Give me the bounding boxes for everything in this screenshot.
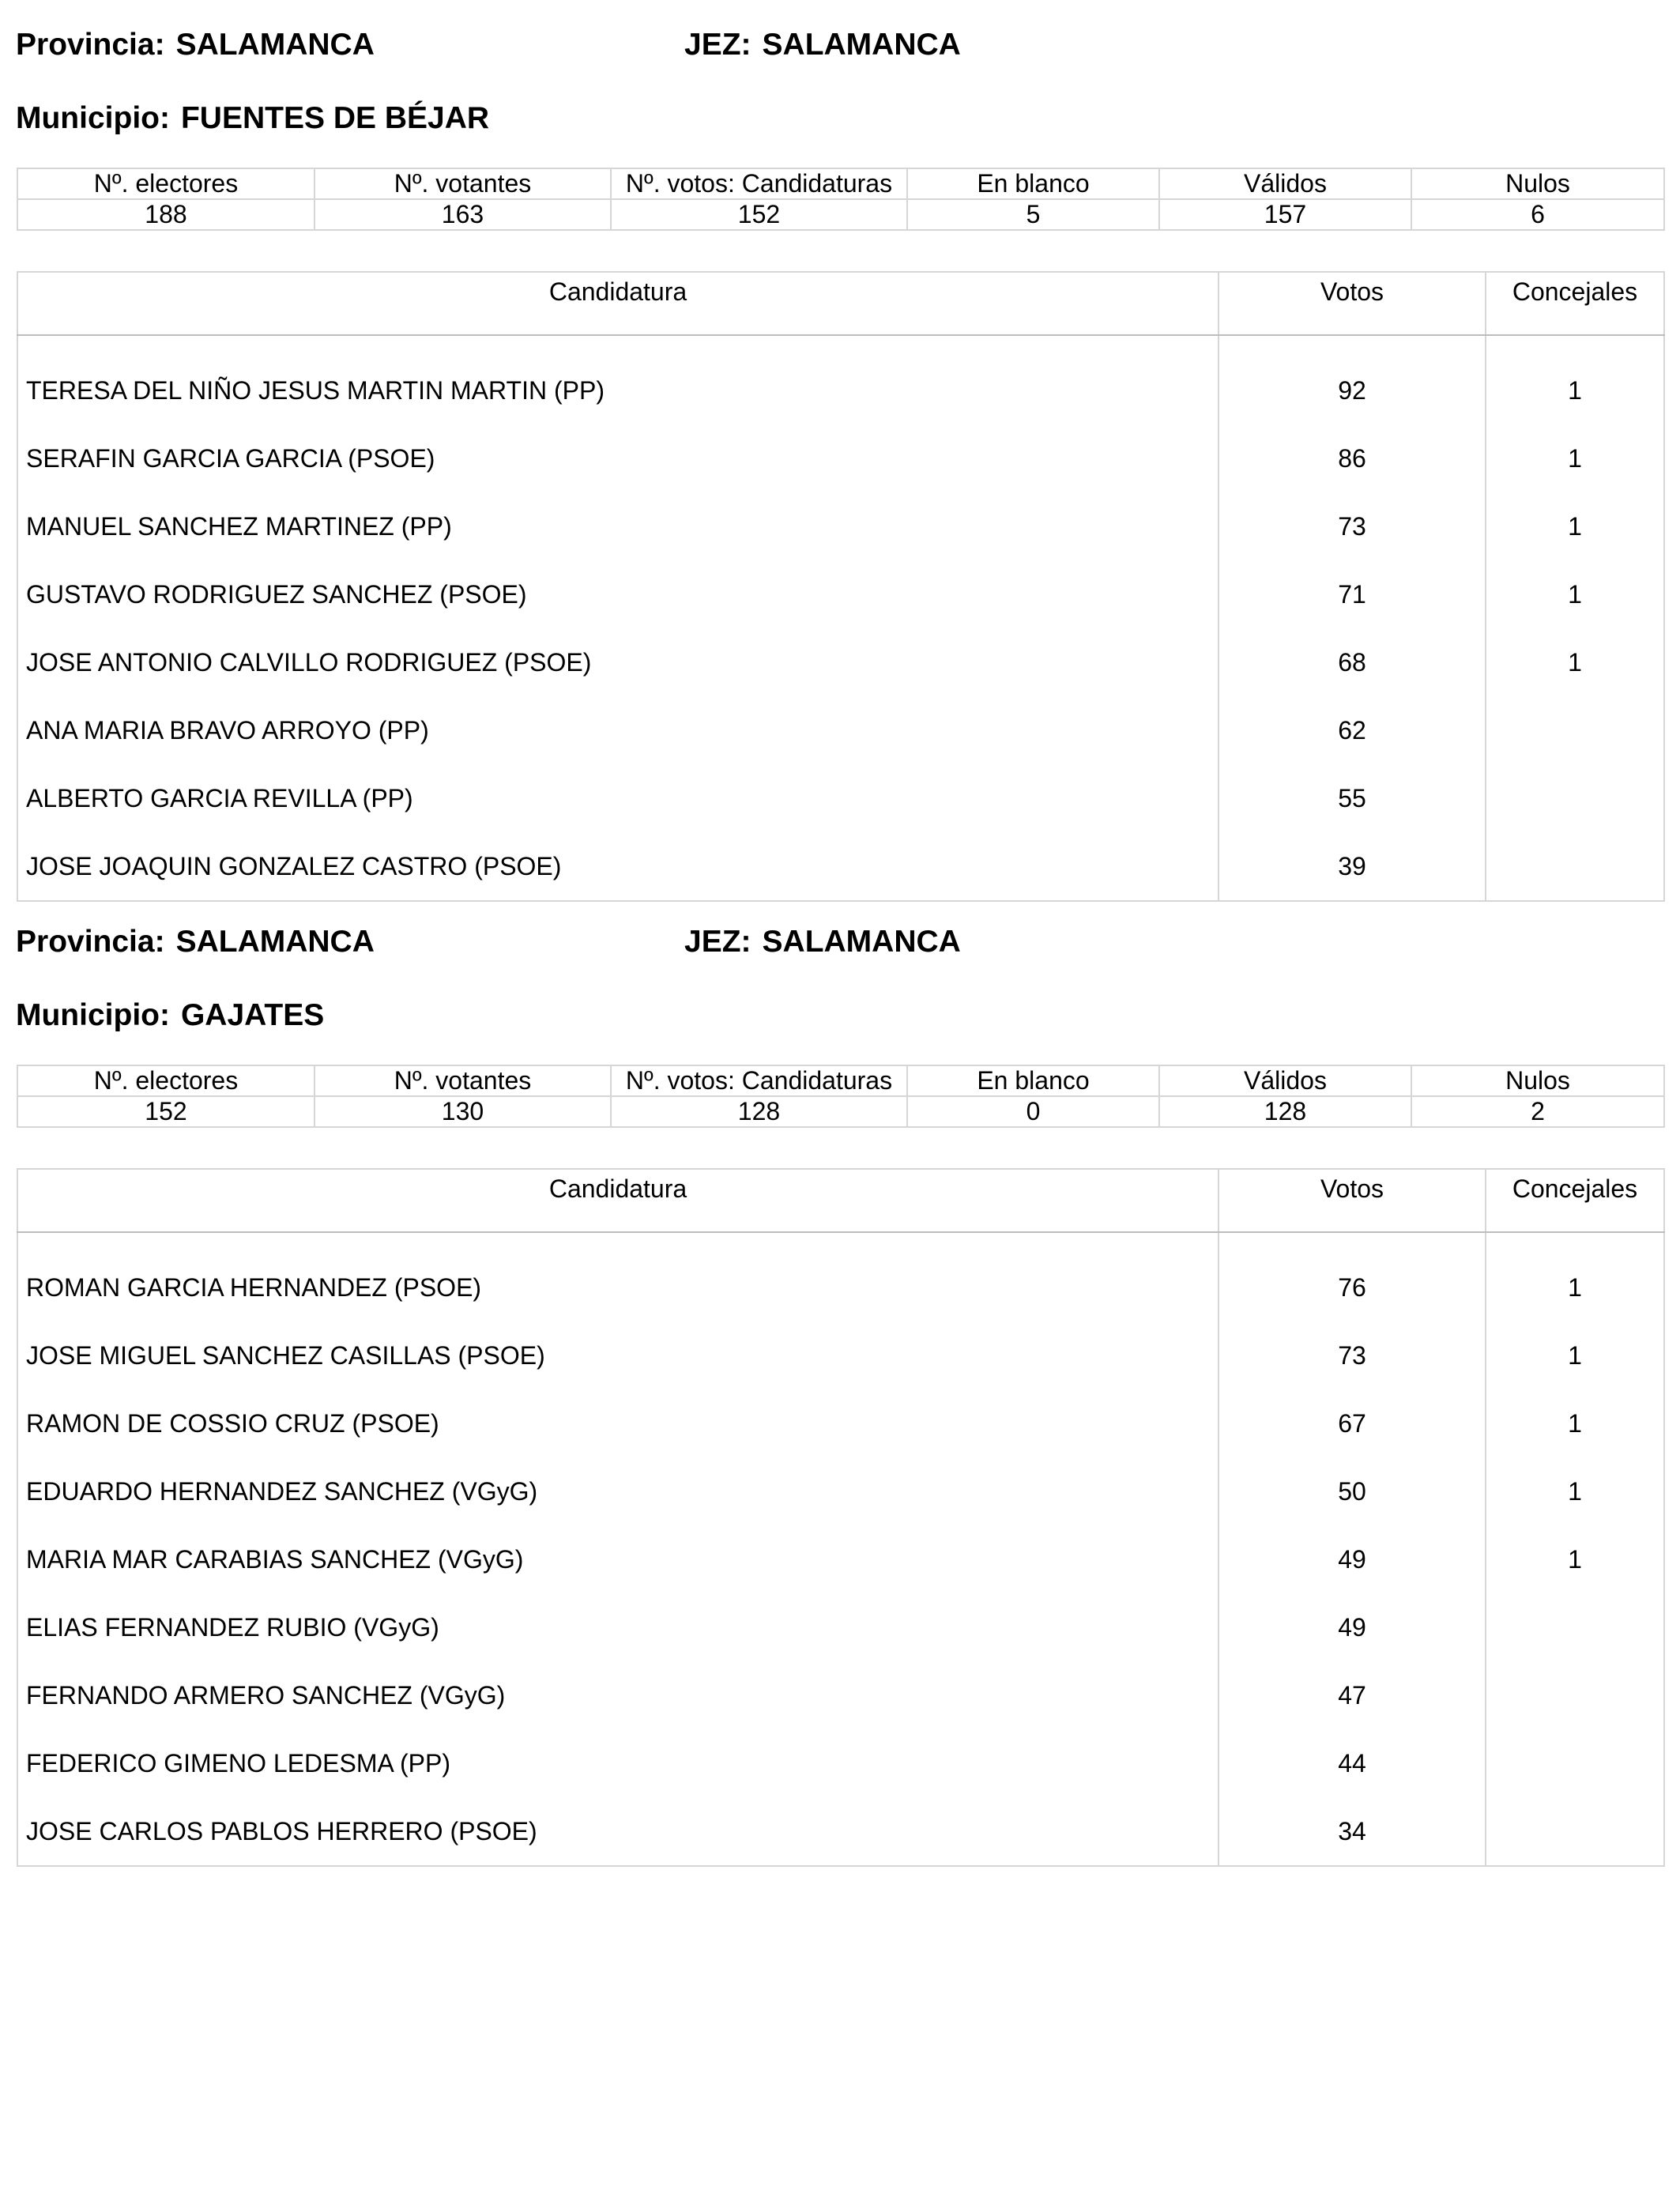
summary-header-cell: Válidos [1159,1065,1411,1096]
table-row [17,1457,1664,1525]
summary-header-cell: Nulos [1411,1065,1664,1096]
spacer-row [17,335,1664,356]
table-row [17,1253,1664,1321]
candidate-concejales [1486,1661,1664,1729]
candidate-concejales [1486,832,1664,901]
candidate-name: JOSE JOAQUIN GONZALEZ CASTRO (PSOE) [17,832,1219,901]
candidates-header-cell: Concejales [1486,272,1664,335]
table-row [17,1389,1664,1457]
spacer-cell [17,1232,1219,1253]
candidate-votes: 44 [1219,1729,1486,1797]
candidate-votes: 34 [1219,1797,1486,1866]
summary-header-cell: En blanco [907,1065,1159,1096]
spacer-cell [1486,335,1664,356]
candidate-votes: 49 [1219,1525,1486,1593]
candidates-header-cell: Candidatura [17,1169,1219,1232]
table-row [17,628,1664,696]
candidate-concejales [1486,1593,1664,1661]
candidate-name: JOSE ANTONIO CALVILLO RODRIGUEZ (PSOE) [17,628,1219,696]
summary-header-cell: Válidos [1159,168,1411,199]
candidate-votes: 71 [1219,560,1486,628]
candidate-votes: 39 [1219,832,1486,901]
summary-value-cell: 157 [1159,199,1411,230]
candidate-votes: 67 [1219,1389,1486,1457]
candidate-name: RAMON DE COSSIO CRUZ (PSOE) [17,1389,1219,1457]
jez-header [684,29,961,60]
summary-header-cell: Nº. votos: Candidaturas [611,168,907,199]
municipio-label: Municipio: [16,998,170,1032]
municipio-header [16,103,489,134]
provincia-header [16,926,375,957]
summary-value-cell: 2 [1411,1096,1664,1127]
table-row [17,696,1664,764]
candidate-name: TERESA DEL NIÑO JESUS MARTIN MARTIN (PP) [17,356,1219,424]
table-row [17,356,1664,424]
summary-value-cell: 152 [17,1096,315,1127]
candidate-concejales: 1 [1486,1321,1664,1389]
candidate-name: SERAFIN GARCIA GARCIA (PSOE) [17,424,1219,492]
candidates-header-cell: Candidatura [17,272,1219,335]
candidate-concejales: 1 [1486,560,1664,628]
spacer-cell [1219,1232,1486,1253]
candidate-name: MANUEL SANCHEZ MARTINEZ (PP) [17,492,1219,560]
summary-header-row [17,1065,1664,1096]
table-row [17,1729,1664,1797]
provincia-value: SALAMANCA [175,28,375,62]
jez-value: SALAMANCA [762,925,961,959]
candidate-name: ELIAS FERNANDEZ RUBIO (VGyG) [17,1593,1219,1661]
candidate-votes: 68 [1219,628,1486,696]
provincia-value: SALAMANCA [175,925,375,959]
summary-header-cell: Nº. electores [17,168,315,199]
summary-value-cell: 128 [1159,1096,1411,1127]
table-row [17,1321,1664,1389]
provincia-header [16,29,375,60]
candidate-concejales: 1 [1486,628,1664,696]
candidate-name: EDUARDO HERNANDEZ SANCHEZ (VGyG) [17,1457,1219,1525]
candidate-concejales: 1 [1486,424,1664,492]
candidate-concejales [1486,1729,1664,1797]
candidate-votes: 86 [1219,424,1486,492]
candidate-name: FEDERICO GIMENO LEDESMA (PP) [17,1729,1219,1797]
spacer-row [17,1232,1664,1253]
table-row [17,492,1664,560]
candidate-name: JOSE MIGUEL SANCHEZ CASILLAS (PSOE) [17,1321,1219,1389]
candidate-name: ANA MARIA BRAVO ARROYO (PP) [17,696,1219,764]
candidate-votes: 50 [1219,1457,1486,1525]
jez-value: SALAMANCA [762,28,961,62]
provincia-label: Provincia: [16,28,165,62]
candidate-concejales: 1 [1486,1253,1664,1321]
municipio-label: Municipio: [16,101,170,135]
candidate-name: FERNANDO ARMERO SANCHEZ (VGyG) [17,1661,1219,1729]
candidates-table [17,1168,1665,1867]
candidate-votes: 49 [1219,1593,1486,1661]
candidate-name: JOSE CARLOS PABLOS HERRERO (PSOE) [17,1797,1219,1866]
candidate-votes: 73 [1219,1321,1486,1389]
candidates-header-row [17,272,1664,335]
candidate-concejales [1486,696,1664,764]
table-row [17,1797,1664,1866]
candidate-name: ROMAN GARCIA HERNANDEZ (PSOE) [17,1253,1219,1321]
summary-table [17,168,1665,231]
spacer-cell [1219,335,1486,356]
candidates-header-cell: Votos [1219,1169,1486,1232]
summary-table [17,1065,1665,1128]
summary-value-row [17,199,1664,230]
table-row [17,1593,1664,1661]
summary-header-cell: Nº. votantes [315,168,611,199]
summary-value-cell: 163 [315,199,611,230]
candidate-votes: 76 [1219,1253,1486,1321]
candidate-concejales: 1 [1486,1525,1664,1593]
table-row [17,424,1664,492]
summary-header-cell: Nº. electores [17,1065,315,1096]
candidates-table [17,271,1665,902]
summary-value-cell: 128 [611,1096,907,1127]
candidate-concejales: 1 [1486,492,1664,560]
candidate-name: MARIA MAR CARABIAS SANCHEZ (VGyG) [17,1525,1219,1593]
summary-header-cell: Nº. votantes [315,1065,611,1096]
summary-value-cell: 5 [907,199,1159,230]
candidate-concejales: 1 [1486,356,1664,424]
table-row [17,560,1664,628]
municipio-value: FUENTES DE BÉJAR [180,101,490,135]
candidate-votes: 62 [1219,696,1486,764]
provincia-label: Provincia: [16,925,165,959]
table-row [17,832,1664,901]
candidate-name: ALBERTO GARCIA REVILLA (PP) [17,764,1219,832]
summary-value-cell: 0 [907,1096,1159,1127]
summary-value-row [17,1096,1664,1127]
candidate-concejales [1486,764,1664,832]
candidate-concejales: 1 [1486,1457,1664,1525]
candidate-votes: 92 [1219,356,1486,424]
summary-value-cell: 130 [315,1096,611,1127]
table-row [17,1661,1664,1729]
candidates-header-cell: Votos [1219,272,1486,335]
candidates-header-row [17,1169,1664,1232]
table-row [17,1525,1664,1593]
jez-header [684,926,961,957]
summary-value-cell: 6 [1411,199,1664,230]
summary-value-cell: 188 [17,199,315,230]
candidate-concejales [1486,1797,1664,1866]
municipio-value: GAJATES [180,998,325,1032]
summary-value-cell: 152 [611,199,907,230]
spacer-cell [17,335,1219,356]
candidate-votes: 73 [1219,492,1486,560]
candidate-votes: 47 [1219,1661,1486,1729]
summary-header-cell: Nulos [1411,168,1664,199]
municipio-header [16,1000,324,1031]
table-row [17,764,1664,832]
candidates-header-cell: Concejales [1486,1169,1664,1232]
candidate-votes: 55 [1219,764,1486,832]
summary-header-cell: Nº. votos: Candidaturas [611,1065,907,1096]
summary-header-cell: En blanco [907,168,1159,199]
jez-label: JEZ: [684,925,751,959]
summary-header-row [17,168,1664,199]
jez-label: JEZ: [684,28,751,62]
candidate-name: GUSTAVO RODRIGUEZ SANCHEZ (PSOE) [17,560,1219,628]
candidate-concejales: 1 [1486,1389,1664,1457]
spacer-cell [1486,1232,1664,1253]
